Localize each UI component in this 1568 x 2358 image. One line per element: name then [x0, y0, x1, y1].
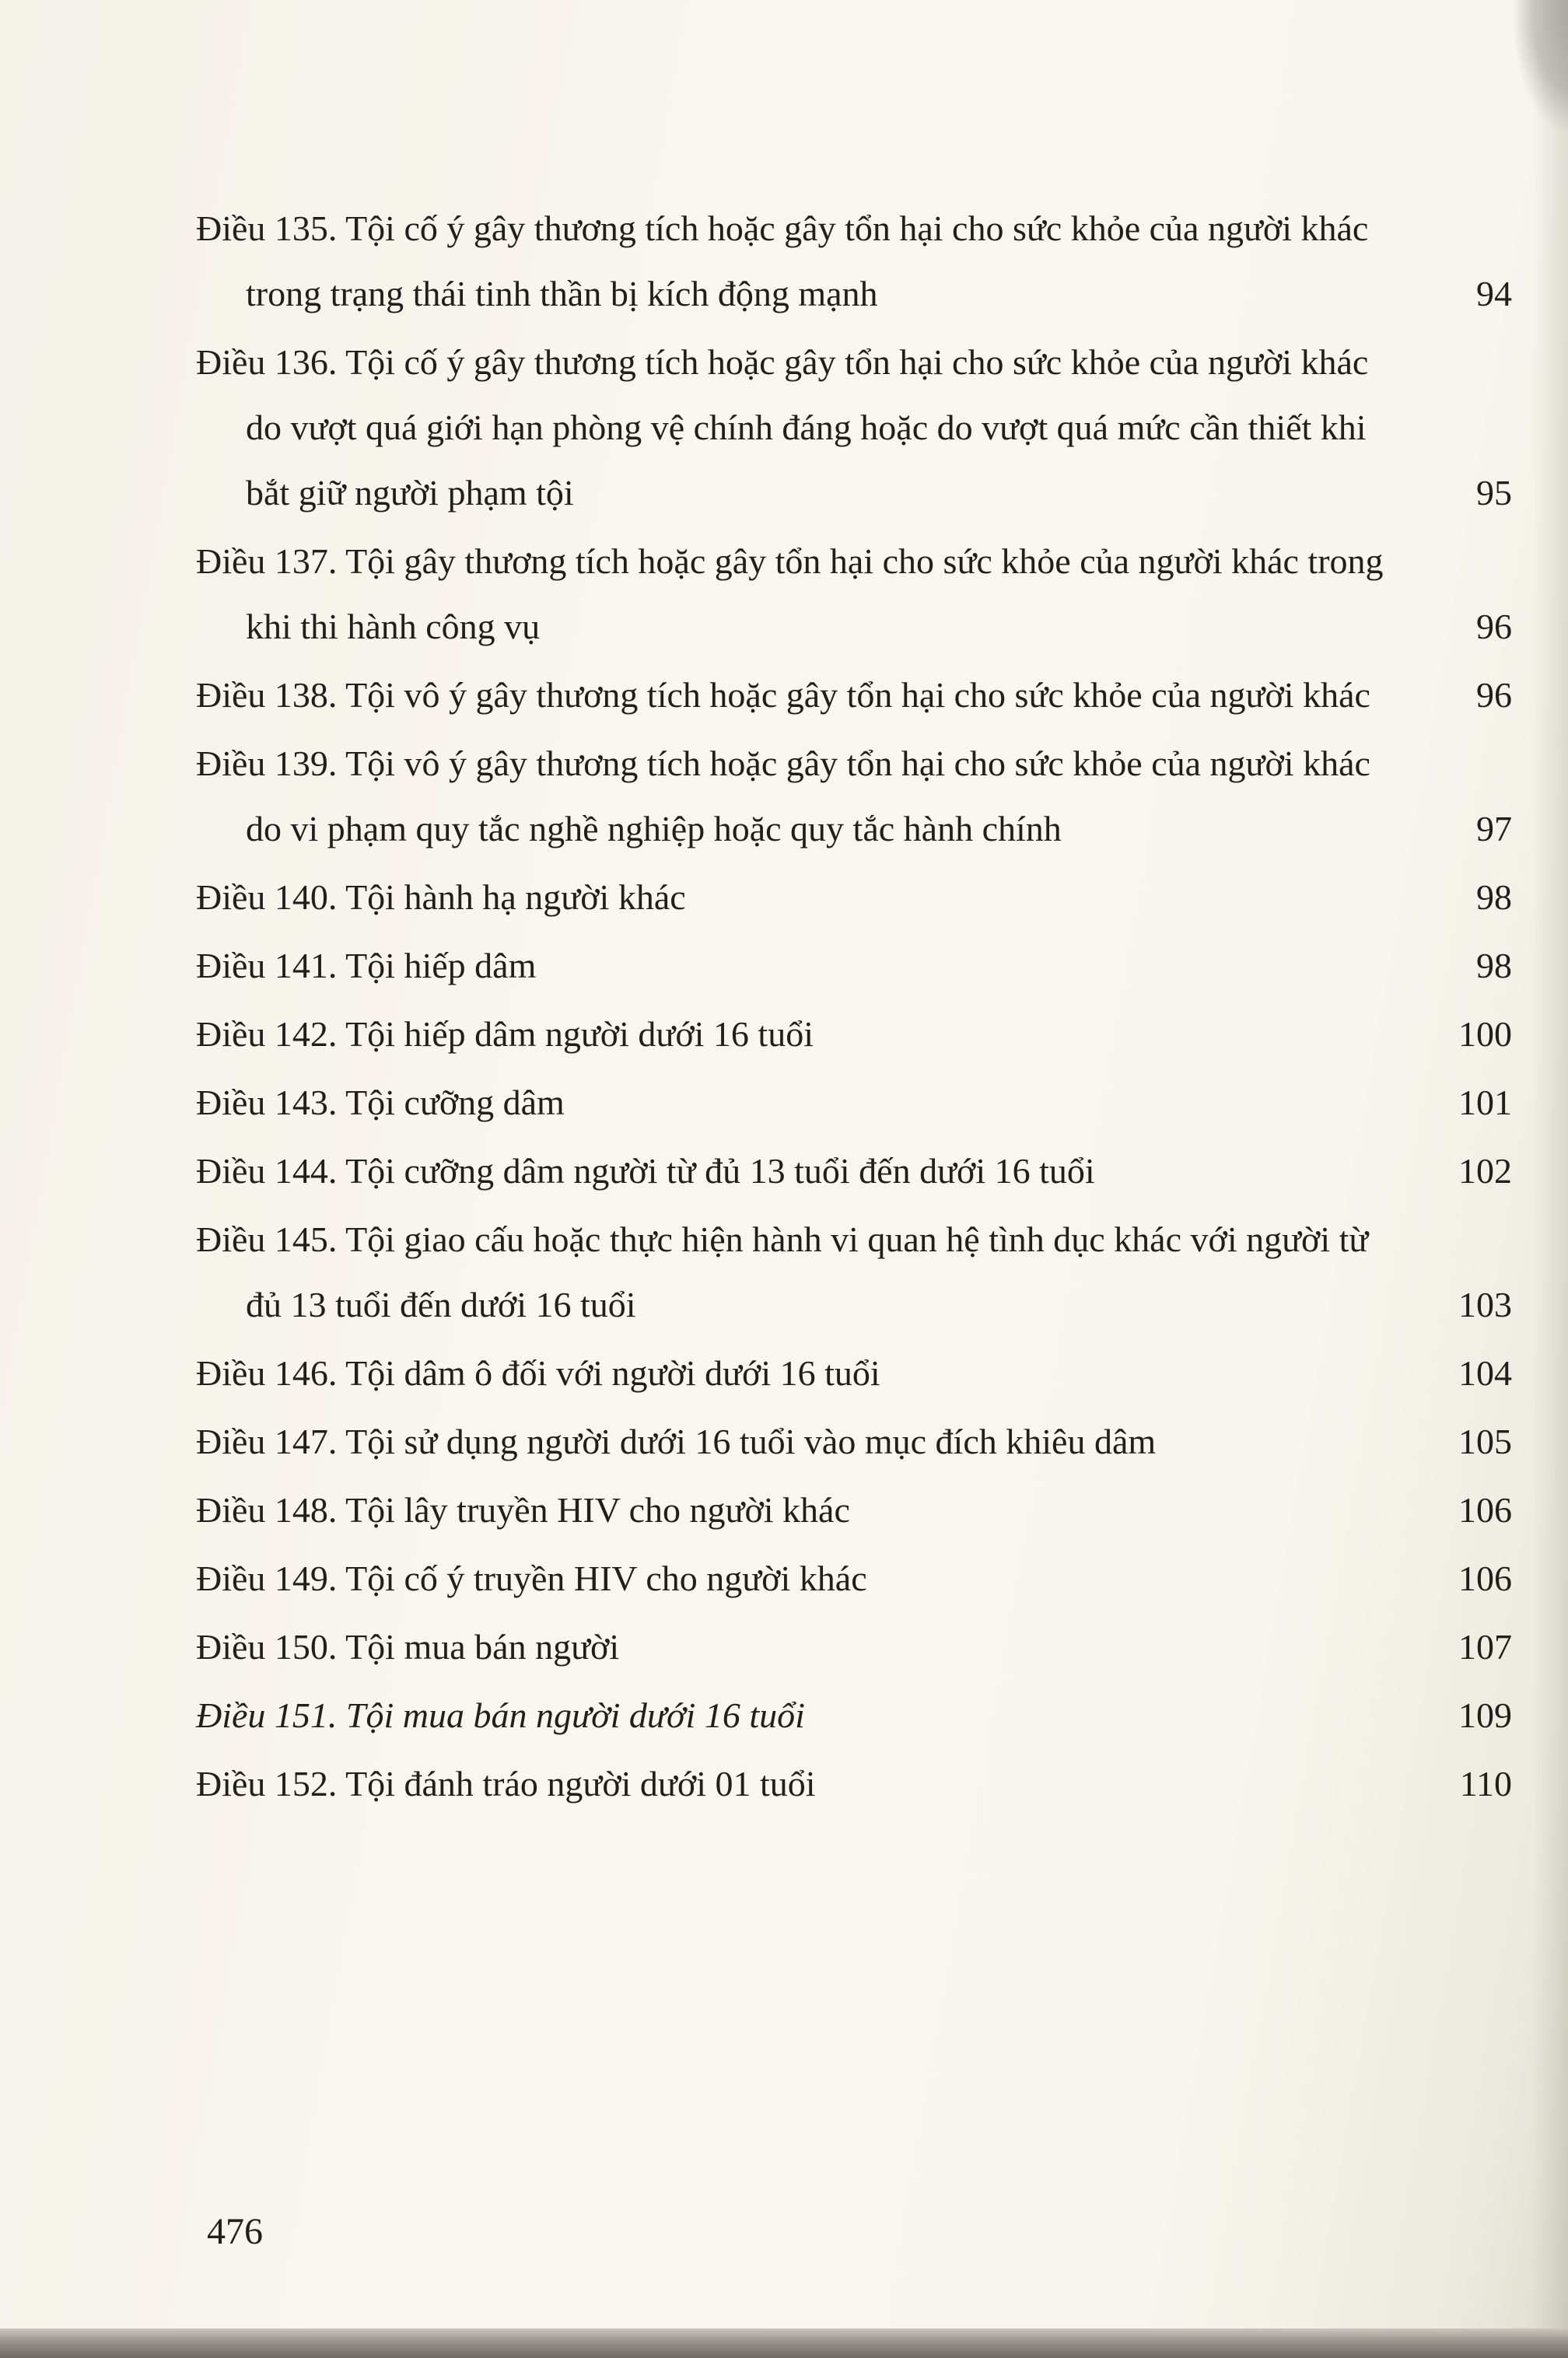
scan-right-shadow — [1532, 0, 1568, 2358]
toc-entry — [196, 1070, 1512, 1135]
toc-entry — [196, 1409, 1512, 1475]
toc-entry — [196, 1751, 1512, 1817]
toc-entry-title: Điều 150. Tội mua bán người — [196, 1627, 620, 1667]
toc-entry-page: 94 — [1476, 274, 1512, 313]
toc-entry-title: Điều 152. Tội đánh tráo người dưới 01 tuổi — [196, 1764, 816, 1803]
page-number: 476 — [207, 2211, 263, 2252]
toc-entry-page: 106 — [1458, 1490, 1512, 1530]
toc-entry — [196, 330, 1512, 526]
toc-entry — [196, 1615, 1512, 1680]
toc-entry-title: Điều 136. Tội cố ý gây thương tích hoặc gây tổn hại cho sức khỏe của người khác do vượt quá giới hạn phòng vệ chính đáng hoặc do vượt quá mức cần thiết khi bắt giữ người phạm tội — [196, 342, 1369, 513]
toc-entry-title: Điều 142. Tội hiếp dâm người dưới 16 tuổi — [196, 1014, 814, 1054]
toc-entry-title: Điều 149. Tội cố ý truyền HIV cho người khác — [196, 1559, 867, 1598]
toc-entry-page: 106 — [1458, 1559, 1512, 1598]
toc-entry-page: 96 — [1476, 675, 1512, 715]
toc-entry-title: Điều 139. Tội vô ý gây thương tích hoặc gây tổn hại cho sức khỏe của người khác do vi phạm quy tắc nghề nghiệp hoặc quy tắc hành chính — [196, 743, 1370, 848]
toc-entry-page: 103 — [1458, 1285, 1512, 1324]
toc-entry — [196, 1207, 1512, 1338]
toc-entry — [196, 865, 1512, 930]
toc-entry-title: Điều 141. Tội hiếp dâm — [196, 946, 537, 985]
toc-entry-page: 101 — [1458, 1083, 1512, 1122]
toc-entry-page: 109 — [1458, 1695, 1512, 1735]
toc-entry-title: Điều 137. Tội gây thương tích hoặc gây tổn hại cho sức khỏe của người khác trong khi thi hành công vụ — [196, 541, 1384, 646]
toc-entry-title: Điều 143. Tội cưỡng dâm — [196, 1083, 565, 1122]
toc-entry-page: 110 — [1459, 1764, 1512, 1803]
toc-list — [196, 196, 1512, 1820]
toc-entry-title: Điều 148. Tội lây truyền HIV cho người khác — [196, 1490, 850, 1530]
toc-entry-title: Điều 135. Tội cố ý gây thương tích hoặc gây tổn hại cho sức khỏe của người khác trong trạng thái tinh thần bị kích động mạnh — [196, 208, 1369, 313]
toc-entry — [196, 663, 1512, 728]
toc-entry-title: Điều 140. Tội hành hạ người khác — [196, 877, 686, 917]
toc-entry-page: 95 — [1476, 473, 1512, 513]
toc-entry-page: 98 — [1476, 946, 1512, 985]
toc-entry-page: 102 — [1458, 1151, 1512, 1191]
toc-entry — [196, 1002, 1512, 1067]
toc-entry-title: Điều 138. Tội vô ý gây thương tích hoặc gây tổn hại cho sức khỏe của người khác — [196, 675, 1370, 715]
toc-entry-title: Điều 145. Tội giao cấu hoặc thực hiện hành vi quan hệ tình dục khác với người từ đủ 13 tuổi đến dưới 16 tuổi — [196, 1219, 1369, 1324]
toc-entry-title: Điều 144. Tội cưỡng dâm người từ đủ 13 tuổi đến dưới 16 tuổi — [196, 1151, 1095, 1191]
toc-entry — [196, 1546, 1512, 1611]
toc-entry — [196, 731, 1512, 862]
toc-entry — [196, 1341, 1512, 1406]
scan-bottom-edge — [0, 2328, 1568, 2358]
toc-entry-title: Điều 146. Tội dâm ô đối với người dưới 16 tuổi — [196, 1353, 880, 1393]
toc-entry — [196, 933, 1512, 999]
toc-entry-page: 97 — [1476, 809, 1512, 848]
toc-entry — [196, 1139, 1512, 1204]
toc-entry-title: Điều 147. Tội sử dụng người dưới 16 tuổi vào mục đích khiêu dâm — [196, 1422, 1157, 1461]
toc-entry — [196, 196, 1512, 327]
toc-entry-page: 100 — [1458, 1014, 1512, 1054]
toc-entry-page: 104 — [1458, 1353, 1512, 1393]
toc-entry-page: 105 — [1458, 1422, 1512, 1461]
toc-entry — [196, 529, 1512, 659]
toc-entry — [196, 1478, 1512, 1543]
toc-entry-title: Điều 151. Tội mua bán người dưới 16 tuổi — [196, 1695, 805, 1735]
toc-entry-page: 98 — [1476, 877, 1512, 917]
toc-entry — [196, 1683, 1512, 1748]
toc-entry-page: 96 — [1476, 607, 1512, 646]
toc-entry-page: 107 — [1458, 1627, 1512, 1667]
